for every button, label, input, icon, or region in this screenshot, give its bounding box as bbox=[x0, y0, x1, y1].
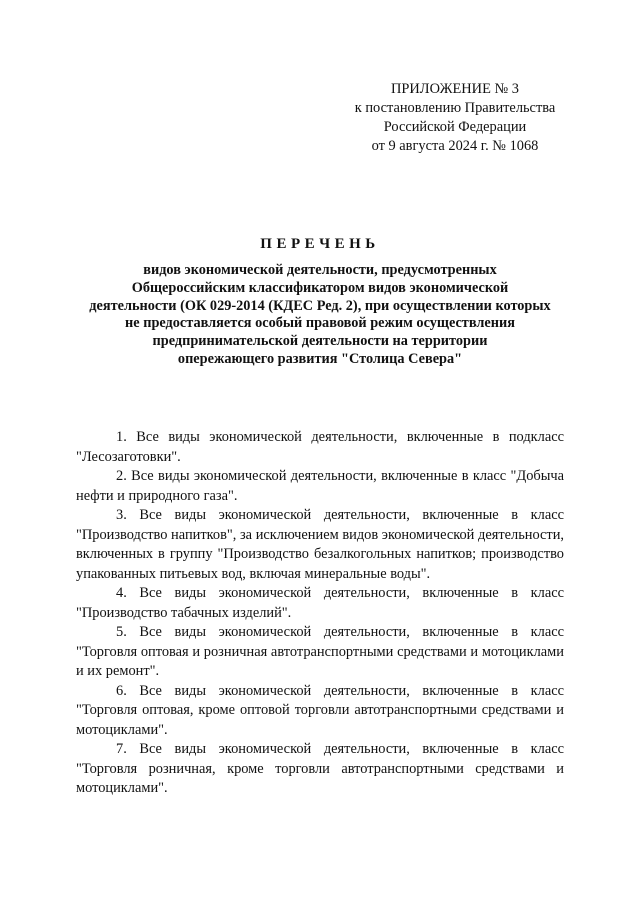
subtitle-line: Общероссийским классификатором видов экономической bbox=[131, 279, 509, 296]
list-item: 6. Все виды экономической деятельности, включенные в класс "Торговля оптовая, кроме оптовой торговли автотранспортными средствами и мотоциклами". bbox=[76, 682, 564, 738]
appendix-number: ПРИЛОЖЕНИЕ № 3 bbox=[391, 81, 519, 97]
document-title: ПЕРЕЧЕНЬ bbox=[260, 236, 380, 252]
list-item: 7. Все виды экономической деятельности, включенные в класс "Торговля розничная, кроме торговли автотранспортными средствами и мотоциклами". bbox=[76, 741, 564, 796]
list-item: 2. Все виды экономической деятельности, включенные в класс "Добыча нефти и природного газа". bbox=[76, 468, 564, 504]
appendix-reference: к постановлению Правительства bbox=[354, 100, 556, 116]
appendix-date: от 9 августа 2024 г. № 1068 bbox=[371, 138, 539, 154]
appendix-header bbox=[340, 80, 570, 156]
appendix-government: Российской Федерации bbox=[383, 119, 527, 135]
list-item: 3. Все виды экономической деятельности, включенные в класс "Производство напитков", за исключением видов экономической деятельности, включенных в группу "Производство безалкогольных напитков; производство упакованных питьевых вод, включая минеральные воды". bbox=[76, 507, 564, 582]
activity-list bbox=[76, 428, 564, 799]
subtitle-line: предпринимательской деятельности на территории bbox=[152, 333, 488, 350]
subtitle-line: деятельности (ОК 029-2014 (КДЕС Ред. 2), при осуществлении которых bbox=[89, 297, 551, 314]
list-item: 5. Все виды экономической деятельности, включенные в класс "Торговля оптовая и розничная автотранспортными средствами и мотоциклами и их ремонт". bbox=[76, 624, 564, 679]
list-item: 4. Все виды экономической деятельности, включенные в класс "Производство табачных изделий". bbox=[76, 585, 564, 621]
document-subtitle bbox=[76, 262, 564, 369]
subtitle-line: не предоставляется особый правовой режим осуществления bbox=[125, 315, 515, 332]
list-item: 1. Все виды экономической деятельности, включенные в подкласс "Лесозаготовки". bbox=[76, 429, 564, 465]
subtitle-line: опережающего развития "Столица Севера" bbox=[177, 350, 463, 367]
subtitle-line: видов экономической деятельности, предусмотренных bbox=[143, 262, 497, 278]
